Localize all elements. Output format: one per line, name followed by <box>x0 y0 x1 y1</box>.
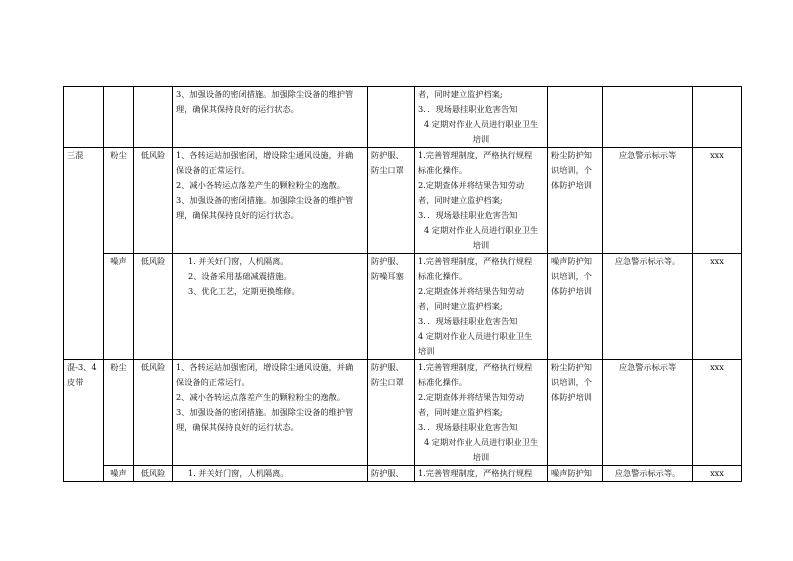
table-row <box>64 466 742 482</box>
control-measures-cell: 1、各转运站加强密闭，增设除尘通风设施，并确 保设备的正常运行。 2、减小各转运点落差产生的颗粒粉尘的逸散。 3、加强设备的密闭措施。加强除尘设备的维护管 理，确保其保持良好的运行状态。 <box>173 148 368 254</box>
hazard-cell: 粉尘 <box>104 360 134 466</box>
table-row <box>64 360 742 466</box>
hazard-cell: 粉尘 <box>104 148 134 254</box>
emergency-cell: 应急警示标示等 <box>603 148 693 254</box>
table-row <box>64 148 742 254</box>
responsible-cell: xxx <box>693 148 742 254</box>
hazard-cell: 噪声 <box>104 466 134 482</box>
location-cell <box>64 87 104 148</box>
management-cell: 1.完善管理制度，严格执行规程 标准化操作。 2.定期查体并将结果告知劳动 者，同时建立监护档案; 3．．现场悬挂职业危害告知 4 定期对作业人员进行职业卫生 培训 <box>415 254 548 360</box>
emergency-cell: 应急警示标示等。 <box>603 254 693 360</box>
risk-level-cell: 低风险 <box>134 466 173 482</box>
responsible-cell: xxx <box>693 466 742 482</box>
training-cell: 噪声防护知 识培训，个 体防护培训 <box>548 254 603 360</box>
emergency-cell: 应急警示标示等 <box>603 360 693 466</box>
emergency-cell: 应急警示标示等。 <box>603 466 693 482</box>
risk-control-table <box>63 86 742 482</box>
management-cell: 1.完善管理制度，严格执行规程 <box>415 466 548 482</box>
responsible-cell <box>693 87 742 148</box>
management-cell: 者，同时建立监护档案; 3．．现场悬挂职业危害告知 4 定期对作业人员进行职业卫生 培训 <box>415 87 548 148</box>
hazard-cell: 噪声 <box>104 254 134 360</box>
emergency-cell <box>603 87 693 148</box>
risk-level-cell: 低风险 <box>134 254 173 360</box>
ppe-cell: 防护服、 <box>368 466 415 482</box>
table-row <box>64 254 742 360</box>
table-row <box>64 87 742 148</box>
training-cell: 粉尘防护知 识培训，个 体防护培训 <box>548 148 603 254</box>
location-cell: 三混 <box>64 148 104 360</box>
responsible-cell: xxx <box>693 254 742 360</box>
ppe-cell <box>368 87 415 148</box>
control-measures-cell: 3、加强设备的密闭措施。加强除尘设备的维护管 理，确保其保持良好的运行状态。 <box>173 87 368 148</box>
control-measures-cell: 1. 并关好门窗，人机隔离。 <box>173 466 368 482</box>
ppe-cell: 防护服、 防尘口罩 <box>368 360 415 466</box>
risk-level-cell: 低风险 <box>134 148 173 254</box>
location-cell: 混-3、4 皮带 <box>64 360 104 482</box>
training-cell: 粉尘防护知 识培训，个 体防护培训 <box>548 360 603 466</box>
management-cell: 1.完善管理制度，严格执行规程 标准化操作。 2.定期查体并将结果告知劳动 者，同时建立监护档案; 3．．现场悬挂职业危害告知 4 定期对作业人员进行职业卫生 培训 <box>415 148 548 254</box>
responsible-cell: xxx <box>693 360 742 466</box>
hazard-cell <box>104 87 134 148</box>
training-cell: 噪声防护知 <box>548 466 603 482</box>
ppe-cell: 防护服、 防尘口罩 <box>368 148 415 254</box>
risk-level-cell <box>134 87 173 148</box>
control-measures-cell: 1. 并关好门窗，人机隔离。 2、设备采用基础减震措施。 3、优化工艺，定期更换维修。 <box>173 254 368 360</box>
ppe-cell: 防护服、 防噪耳塞 <box>368 254 415 360</box>
control-measures-cell: 1、各转运站加强密闭，增设除尘通风设施，并确 保设备的正常运行。 2、减小各转运点落差产生的颗粒粉尘的逸散。 3、加强设备的密闭措施。加强除尘设备的维护管 理，确保其保持良好的运行状态。 <box>173 360 368 466</box>
risk-level-cell: 低风险 <box>134 360 173 466</box>
management-cell: 1.完善管理制度，严格执行规程 标准化操作。 2.定期查体并将结果告知劳动 者，同时建立监护档案; 3．．现场悬挂职业危害告知 4 定期对作业人员进行职业卫生 培训 <box>415 360 548 466</box>
training-cell <box>548 87 603 148</box>
